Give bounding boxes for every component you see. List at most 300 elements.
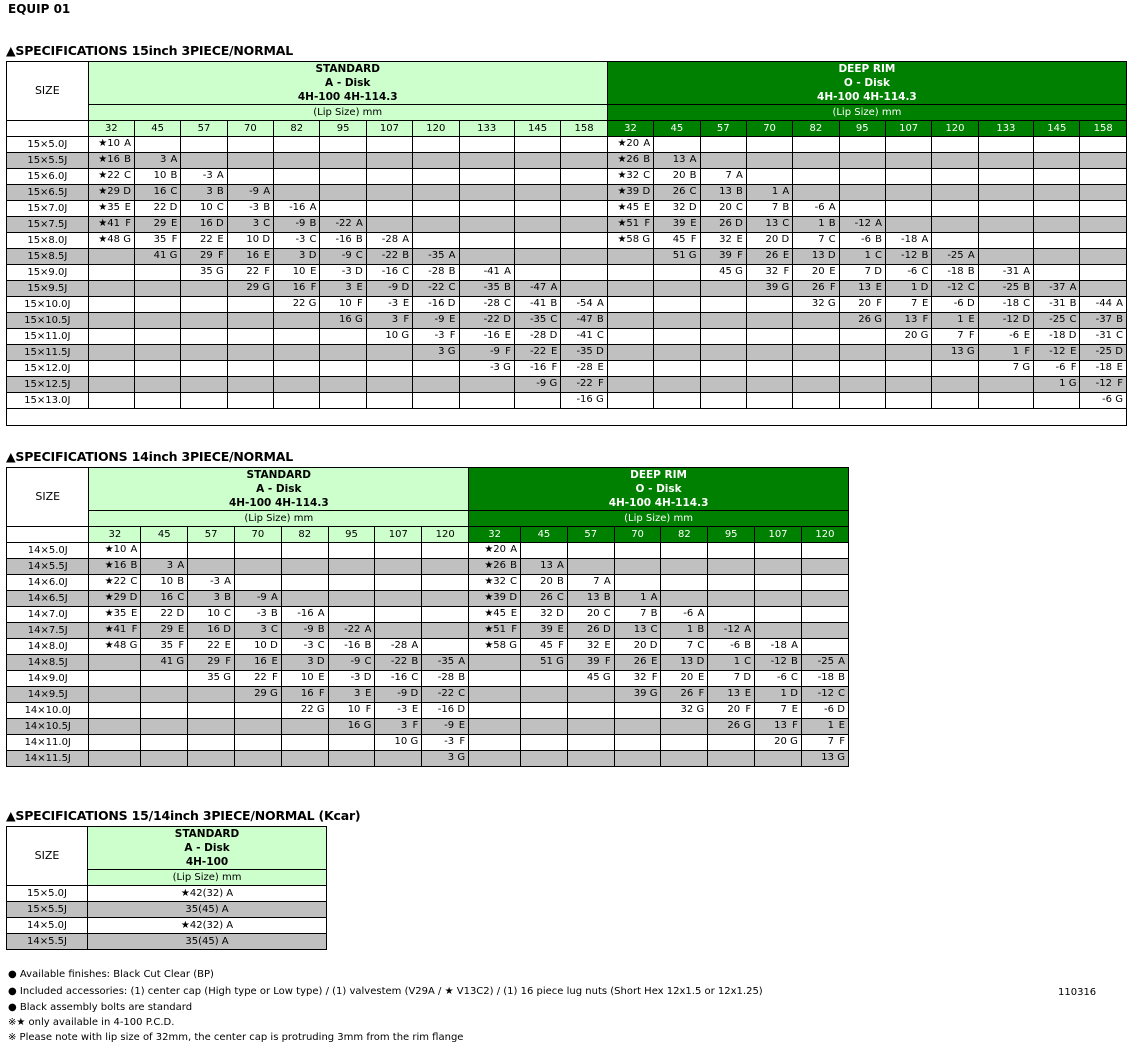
standard-header-line: STANDARD <box>315 63 380 75</box>
offset-cell-standard <box>459 393 514 409</box>
offset-cell-standard <box>134 345 180 361</box>
position-letter: F <box>839 736 845 747</box>
position-letter: C <box>411 672 419 683</box>
position-letter: F <box>604 656 611 667</box>
offset-cell-standard <box>366 217 412 233</box>
size-cell: 14×5.0J <box>7 918 88 934</box>
lip-size-deep: 45 <box>654 121 700 137</box>
offset-value: 20 <box>727 704 741 715</box>
offset-value: 32 <box>765 266 779 277</box>
offset-value: -22 <box>428 282 445 293</box>
position-letter: E <box>365 688 372 699</box>
position-letter: F <box>403 314 410 325</box>
offset-cell-standard <box>141 575 188 591</box>
offset-cell-standard <box>188 559 235 575</box>
offset-cell-standard <box>89 751 141 767</box>
offset-cell-standard <box>366 249 412 265</box>
offset-cell-standard <box>227 153 273 169</box>
offset-cell-deep <box>1034 297 1080 313</box>
size-cell: 15×6.5J <box>7 185 89 201</box>
offset-cell-standard <box>514 377 560 393</box>
offset-value: 32 <box>680 704 694 715</box>
size-cell: 14×10.0J <box>7 703 89 719</box>
offset-cell-deep <box>1034 185 1080 201</box>
offset-value: 7 <box>827 736 834 747</box>
offset-cell-standard <box>89 607 141 623</box>
offset-value: 13 <box>719 186 732 197</box>
offset-value: 3 <box>166 560 174 571</box>
offset-value: -28 <box>428 266 445 277</box>
size-header: SIZE <box>7 827 88 886</box>
offset-cell-deep <box>607 153 653 169</box>
note-bolts: ● Black assembly bolts are standard <box>8 1002 193 1013</box>
position-letter: B <box>216 186 224 197</box>
offset-cell-standard <box>514 137 560 153</box>
offset-cell-standard <box>141 751 188 767</box>
offset-cell-standard <box>366 185 412 201</box>
offset-value: ★29 <box>104 592 127 603</box>
offset-cell-standard <box>422 543 469 559</box>
position-letter: D <box>316 656 325 667</box>
offset-value: -16 <box>483 330 500 341</box>
size-cell: 15×5.5J <box>7 153 89 169</box>
position-letter: C <box>1023 298 1031 309</box>
offset-value: 16 <box>254 656 267 667</box>
size-cell: 15×5.0J <box>7 137 89 153</box>
offset-cell-deep <box>521 671 568 687</box>
offset-cell-deep <box>755 607 802 623</box>
blank-cell <box>7 409 1127 426</box>
offset-cell-standard <box>422 703 469 719</box>
position-letter: F <box>412 720 419 731</box>
position-letter: C <box>458 688 466 699</box>
offset-cell-standard <box>134 201 180 217</box>
offset-cell-deep <box>654 265 700 281</box>
offset-cell-deep <box>700 361 746 377</box>
position-letter: B <box>875 234 882 245</box>
offset-cell-deep <box>978 393 1033 409</box>
offset-value: -12 <box>900 250 918 261</box>
offset-cell-standard <box>413 185 459 201</box>
offset-cell-deep <box>746 313 792 329</box>
offset-cell-deep <box>1034 201 1080 217</box>
offset-cell-standard <box>234 751 281 767</box>
offset-cell-standard <box>413 281 459 297</box>
offset-cell-deep <box>708 623 755 639</box>
offset-value: -18 <box>817 672 834 683</box>
offset-cell-standard <box>274 217 320 233</box>
offset-value: 20 <box>680 672 694 683</box>
offset-value: 13 <box>586 592 600 603</box>
size-header: SIZE <box>7 468 89 527</box>
position-letter: A <box>1023 266 1031 277</box>
position-letter: E <box>171 218 178 229</box>
offset-cell-standard <box>181 185 227 201</box>
offset-cell-deep <box>1034 249 1080 265</box>
offset-value: -18 <box>900 234 918 245</box>
offset-cell-standard <box>234 607 281 623</box>
position-letter: F <box>511 624 518 635</box>
position-letter: D <box>696 656 705 667</box>
offset-cell-standard <box>459 281 514 297</box>
offset-cell-deep <box>801 623 848 639</box>
offset-cell-standard <box>328 543 375 559</box>
lip-size-standard: 70 <box>227 121 273 137</box>
offset-cell-deep <box>885 345 931 361</box>
position-letter: E <box>458 720 466 731</box>
offset-cell-standard <box>188 719 235 735</box>
kcar-value-cell <box>88 886 327 902</box>
position-letter: F <box>651 672 658 683</box>
offset-cell-standard <box>227 377 273 393</box>
offset-cell-deep <box>708 575 755 591</box>
offset-value: -12 <box>723 624 741 635</box>
lip-size-deep: 95 <box>839 121 885 137</box>
offset-value: -41 <box>529 298 547 309</box>
size-cell: 14×7.5J <box>7 623 89 639</box>
position-letter: E <box>263 250 271 261</box>
offset-value: ★32 <box>617 170 640 181</box>
position-letter: E <box>1070 346 1077 357</box>
offset-cell-standard <box>234 655 281 671</box>
size-cell: 14×9.5J <box>7 687 89 703</box>
offset-cell-standard <box>181 265 227 281</box>
lip-size-standard: 107 <box>366 121 412 137</box>
offset-cell-standard <box>514 201 560 217</box>
offset-cell-deep <box>932 393 978 409</box>
offset-cell-deep <box>1034 217 1080 233</box>
position-letter: G <box>215 266 224 277</box>
offset-cell-deep <box>755 655 802 671</box>
offset-value: 16 <box>300 688 314 699</box>
position-letter: F <box>125 218 131 229</box>
position-letter: D <box>602 624 611 635</box>
offset-cell-standard <box>227 217 273 233</box>
offset-cell-standard <box>514 297 560 313</box>
position-letter: C <box>550 314 558 325</box>
offset-value: 7 <box>864 266 871 277</box>
offset-cell-standard <box>413 233 459 249</box>
offset-cell-standard <box>181 281 227 297</box>
offset-value: 16 <box>160 592 174 603</box>
offset-cell-standard <box>328 703 375 719</box>
offset-cell-deep <box>614 703 661 719</box>
offset-cell-deep <box>567 607 614 623</box>
offset-value: 1 <box>910 282 918 293</box>
offset-cell-standard <box>234 687 281 703</box>
offset-cell-deep <box>1034 345 1080 361</box>
position-letter: C <box>1116 330 1123 341</box>
offset-value: 20 <box>633 640 647 651</box>
offset-value: 32 <box>719 234 732 245</box>
offset-value: 3 <box>252 218 260 229</box>
position-letter: C <box>874 250 882 261</box>
standard-header <box>89 468 469 511</box>
offset-cell-deep <box>755 719 802 735</box>
offset-value: 10 <box>254 640 267 651</box>
table-row <box>7 559 849 575</box>
offset-cell-standard <box>227 393 273 409</box>
kcar-value: 35(45) A <box>185 935 229 947</box>
lip-size-corner <box>7 527 89 543</box>
offset-value: ★26 <box>617 154 640 165</box>
offset-value: -3 <box>249 202 260 213</box>
offset-cell-deep <box>521 575 568 591</box>
offset-cell-deep <box>885 201 931 217</box>
offset-cell-standard <box>181 249 227 265</box>
offset-cell-standard <box>274 329 320 345</box>
position-letter: A <box>309 202 317 213</box>
position-letter: G <box>123 234 131 245</box>
offset-value: 45 <box>719 266 732 277</box>
offset-value: -16 <box>344 640 361 651</box>
offset-cell-deep <box>839 345 885 361</box>
position-letter: F <box>131 624 138 635</box>
offset-cell-deep <box>793 137 839 153</box>
offset-cell-standard <box>181 329 227 345</box>
offset-cell-deep <box>661 607 708 623</box>
table-row <box>7 201 1127 217</box>
offset-cell-standard <box>459 249 514 265</box>
offset-cell-deep <box>469 607 521 623</box>
table-row <box>7 934 327 950</box>
offset-value: -35 <box>529 314 547 325</box>
standard-header-line: A - Disk <box>325 77 371 89</box>
position-letter: E <box>557 624 564 635</box>
offset-value: 7 <box>1012 362 1020 373</box>
offset-value: 3 <box>299 250 306 261</box>
offset-cell-deep <box>978 297 1033 313</box>
offset-cell-deep <box>607 217 653 233</box>
position-letter: E <box>131 608 138 619</box>
offset-cell-deep <box>700 329 746 345</box>
offset-cell-deep <box>521 655 568 671</box>
position-letter: D <box>827 250 836 261</box>
lip-size-deep: 32 <box>607 121 653 137</box>
offset-cell-standard <box>366 137 412 153</box>
offset-value: 10 <box>385 330 399 341</box>
position-letter: G <box>966 346 975 357</box>
offset-cell-deep <box>978 329 1033 345</box>
size-cell: 15×5.0J <box>7 886 88 902</box>
offset-cell-deep <box>661 719 708 735</box>
offset-cell-deep <box>793 361 839 377</box>
offset-cell-deep <box>978 281 1033 297</box>
offset-cell-standard <box>561 329 608 345</box>
position-letter: D <box>308 250 317 261</box>
lip-size-standard: 45 <box>134 121 180 137</box>
spec-table-14inch <box>6 467 849 767</box>
offset-value: 20 <box>719 202 732 213</box>
offset-cell-standard <box>366 297 412 313</box>
position-letter: C <box>402 266 410 277</box>
offset-cell-deep <box>793 281 839 297</box>
offset-value: 3 <box>307 656 314 667</box>
offset-cell-deep <box>932 137 978 153</box>
size-cell: 15×12.5J <box>7 377 89 393</box>
offset-value: 26 <box>727 720 741 731</box>
position-letter: F <box>318 688 325 699</box>
lip-size-label-deep: (Lip Size) mm <box>469 511 849 527</box>
offset-cell-standard <box>234 559 281 575</box>
offset-value: 22 <box>199 234 213 245</box>
offset-value: 26 <box>719 218 732 229</box>
position-letter: A <box>170 154 178 165</box>
offset-cell-deep <box>793 297 839 313</box>
offset-value: 29 <box>199 250 213 261</box>
offset-cell-deep <box>1080 361 1127 377</box>
offset-value: -9 <box>388 282 399 293</box>
position-letter: D <box>649 640 658 651</box>
offset-cell-deep <box>839 137 885 153</box>
position-letter: F <box>264 266 271 277</box>
position-letter: D <box>410 688 419 699</box>
lip-size-standard: 158 <box>561 121 608 137</box>
position-letter: G <box>874 314 882 325</box>
position-letter: D <box>123 186 131 197</box>
position-letter: G <box>1068 378 1077 389</box>
offset-cell-standard <box>413 169 459 185</box>
offset-cell-deep <box>469 543 521 559</box>
offset-value: 16 <box>246 250 260 261</box>
offset-cell-standard <box>188 591 235 607</box>
offset-cell-deep <box>932 185 978 201</box>
offset-cell-standard <box>422 671 469 687</box>
offset-cell-deep <box>469 735 521 751</box>
offset-cell-standard <box>281 639 328 655</box>
offset-value: -12 <box>854 218 871 229</box>
offset-cell-standard <box>281 575 328 591</box>
offset-cell-standard <box>188 623 235 639</box>
offset-cell-standard <box>134 393 180 409</box>
table-row <box>7 591 849 607</box>
offset-value: ★10 <box>104 544 127 555</box>
offset-cell-deep <box>801 639 848 655</box>
offset-value: 22 <box>207 640 220 651</box>
offset-value: ★39 <box>617 186 640 197</box>
offset-value: -22 <box>381 250 399 261</box>
offset-cell-standard <box>413 153 459 169</box>
offset-cell-deep <box>839 249 885 265</box>
offset-cell-standard <box>227 201 273 217</box>
offset-cell-deep <box>1034 313 1080 329</box>
offset-cell-standard <box>375 543 422 559</box>
size-cell: 15×7.0J <box>7 201 89 217</box>
lip-size-deep: 32 <box>469 527 521 543</box>
offset-value: ★35 <box>104 608 127 619</box>
offset-value: 10 <box>153 170 167 181</box>
offset-value: 35 <box>207 672 220 683</box>
deep-rim-header-line: DEEP RIM <box>838 63 896 75</box>
offset-cell-standard <box>459 137 514 153</box>
position-letter: D <box>966 298 975 309</box>
offset-cell-standard <box>89 735 141 751</box>
offset-cell-standard <box>188 543 235 559</box>
offset-cell-standard <box>413 297 459 313</box>
offset-cell-deep <box>755 559 802 575</box>
position-letter: B <box>1069 298 1077 309</box>
offset-cell-standard <box>422 687 469 703</box>
offset-cell-deep <box>1080 297 1127 313</box>
offset-cell-standard <box>88 329 134 345</box>
offset-cell-standard <box>234 543 281 559</box>
kcar-value: ★42(32) A <box>180 919 234 931</box>
position-letter: G <box>743 720 752 731</box>
offset-cell-deep <box>839 169 885 185</box>
offset-value: 22 <box>246 266 260 277</box>
offset-cell-standard <box>320 281 366 297</box>
offset-value: 20 <box>540 576 553 587</box>
offset-value: -16 <box>289 202 306 213</box>
offset-cell-standard <box>375 687 422 703</box>
offset-cell-deep <box>793 153 839 169</box>
offset-cell-deep <box>1034 169 1080 185</box>
offset-value: 16 <box>199 218 213 229</box>
offset-cell-deep <box>700 153 746 169</box>
position-letter: G <box>447 346 456 357</box>
position-letter: E <box>697 672 705 683</box>
lip-size-deep: 82 <box>793 121 839 137</box>
offset-cell-deep <box>1080 265 1127 281</box>
offset-cell-standard <box>181 169 227 185</box>
offset-cell-deep <box>469 591 521 607</box>
offset-cell-standard <box>375 639 422 655</box>
offset-value: ★16 <box>98 154 120 165</box>
offset-cell-deep <box>885 249 931 265</box>
offset-cell-standard <box>181 345 227 361</box>
size-cell: 14×11.5J <box>7 751 89 767</box>
offset-value: -3 <box>202 170 213 181</box>
offset-value: 39 <box>765 282 779 293</box>
position-letter: F <box>272 672 278 683</box>
offset-value: -6 <box>1102 394 1112 405</box>
offset-cell-standard <box>88 361 134 377</box>
offset-cell-deep <box>746 297 792 313</box>
offset-cell-deep <box>654 153 700 169</box>
lip-size-label-row <box>7 105 1127 121</box>
offset-value: -6 <box>683 608 694 619</box>
offset-cell-standard <box>188 655 235 671</box>
position-letter: B <box>921 250 929 261</box>
offset-cell-standard <box>459 185 514 201</box>
offset-cell-standard <box>375 735 422 751</box>
position-letter: G <box>363 720 372 731</box>
position-letter: D <box>262 234 271 245</box>
position-letter: F <box>922 314 929 325</box>
offset-cell-deep <box>801 591 848 607</box>
position-letter: B <box>556 576 564 587</box>
offset-cell-deep <box>932 249 978 265</box>
offset-cell-standard <box>141 655 188 671</box>
offset-cell-standard <box>366 281 412 297</box>
position-letter: A <box>967 250 975 261</box>
offset-cell-standard <box>422 735 469 751</box>
offset-value: ★26 <box>484 560 507 571</box>
offset-cell-deep <box>978 169 1033 185</box>
offset-value: 29 <box>207 656 220 667</box>
lip-size-deep: 145 <box>1034 121 1080 137</box>
position-letter: A <box>1069 282 1077 293</box>
position-letter: A <box>364 624 372 635</box>
offset-cell-deep <box>607 361 653 377</box>
offset-cell-standard <box>366 265 412 281</box>
position-letter: F <box>876 298 882 309</box>
offset-cell-standard <box>366 345 412 361</box>
offset-value: 20 <box>765 234 779 245</box>
offset-value: 13 <box>774 720 787 731</box>
offset-cell-standard <box>514 329 560 345</box>
offset-value: -28 <box>381 234 399 245</box>
